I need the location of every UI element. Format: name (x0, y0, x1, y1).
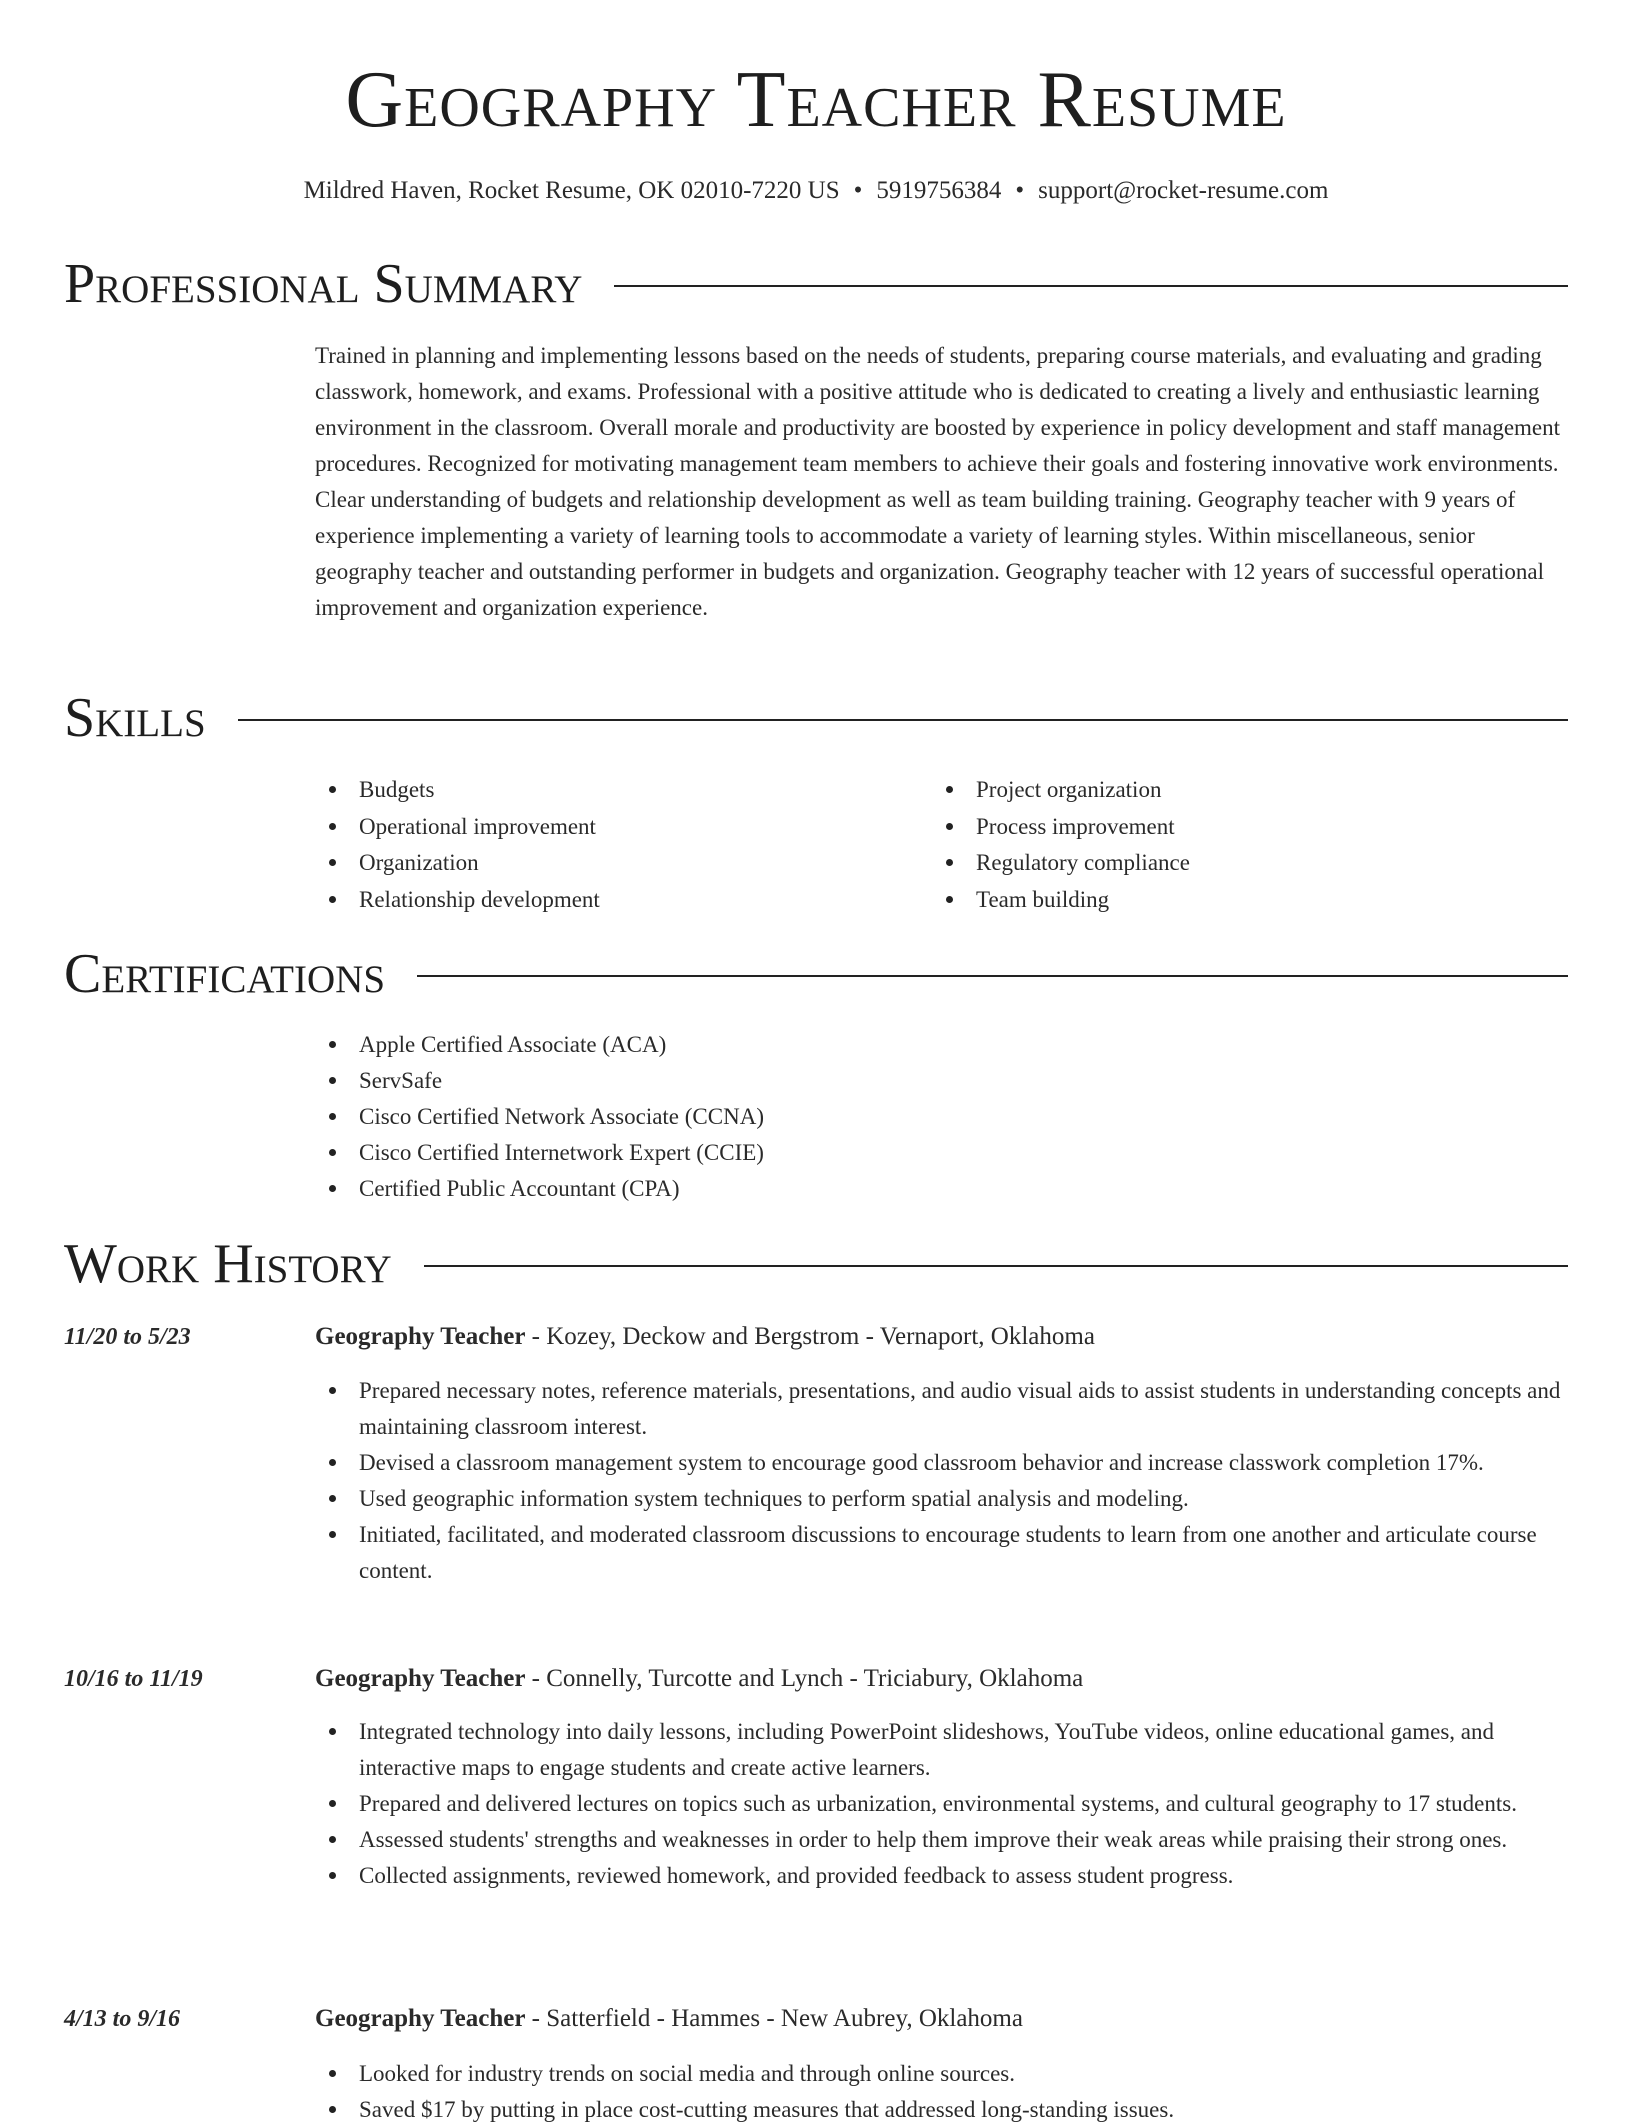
section-header-work-history (64, 1234, 1568, 1296)
section-divider (614, 285, 1568, 287)
skill-item: Team building (932, 882, 1549, 919)
job-heading (315, 2003, 1568, 2035)
job-title: Geography Teacher (315, 2005, 526, 2032)
skill-item: Process improvement (932, 809, 1549, 846)
certification-item: Cisco Certified Internetwork Expert (CCIE) (315, 1135, 1568, 1171)
contact-separator: • (1015, 177, 1025, 204)
job-responsibilities (315, 2056, 1568, 2128)
section-divider (424, 1265, 1568, 1267)
skill-item: Operational improvement (315, 809, 932, 846)
job-bullet: Devised a classroom management system to encourage good classroom behavior and increase classwork completion 17%. (315, 1445, 1568, 1481)
section-title-summary: Professional Summary (64, 253, 583, 315)
job-employer: - Satterfield - Hammes - New Aubrey, Oklahoma (525, 2005, 1023, 2032)
skill-item: Project organization (932, 772, 1549, 809)
contact-address: Mildred Haven, Rocket Resume, OK 02010-7220 US (303, 177, 840, 204)
section-header-certifications (64, 944, 1568, 1006)
section-header-skills (64, 688, 1568, 750)
certifications-list (315, 1027, 1568, 1207)
section-title-skills: Skills (64, 687, 206, 749)
section-title-work-history: Work History (64, 1233, 392, 1295)
contact-phone: 5919756384 (876, 177, 1002, 204)
skill-item: Organization (315, 845, 932, 882)
job-bullet: Prepared necessary notes, reference materials, presentations, and audio visual aids to assist students in understanding concepts and maintaining classroom interest. (315, 1373, 1568, 1445)
section-header-summary (64, 254, 1568, 316)
job-bullet: Saved $17 by putting in place cost-cutting measures that addressed long-standing issues. (315, 2092, 1568, 2128)
summary-text: Trained in planning and implementing lessons based on the needs of students, preparing course materials, and evaluating and grading classwork, homework, and exams. Professional with a positive attitude who is dedicated to creating a lively and enthusiastic learning environment in the classroom. Overall morale and productivity are boosted by experience in policy development and staff management procedures. Recognized for motivating management team members to achieve their goals and fostering innovative work environments. Clear understanding of budgets and relationship development as well as team building training. Geography teacher with 9 years of experience implementing a variety of learning tools to accommodate a variety of learning styles. Within miscellaneous, senior geography teacher and outstanding performer in budgets and organization. Geography teacher with 12 years of successful operational improvement and organization experience. (315, 343, 1561, 620)
skill-item: Regulatory compliance (932, 845, 1549, 882)
skill-item: Budgets (315, 772, 932, 809)
job-responsibilities (315, 1714, 1568, 1894)
job-heading (315, 1663, 1568, 1695)
job-dates: 11/20 to 5/23 (64, 1324, 191, 1350)
skills-column-right (932, 772, 1549, 918)
job-dates: 10/16 to 11/19 (64, 1666, 203, 1692)
resume-title: Geography Teacher Resume (345, 56, 1287, 144)
certification-item: Apple Certified Associate (ACA) (315, 1027, 1568, 1063)
job-bullet: Initiated, facilitated, and moderated classroom discussions to encourage students to learn from one another and articulate course content. (315, 1517, 1568, 1589)
job-employer: - Connelly, Turcotte and Lynch - Triciabury, Oklahoma (525, 1665, 1084, 1692)
job-title: Geography Teacher (315, 1323, 526, 1350)
section-title-certifications: Certifications (64, 943, 386, 1005)
job-heading (315, 1321, 1568, 1353)
job-bullet: Collected assignments, reviewed homework, and provided feedback to assess student progress. (315, 1858, 1568, 1894)
section-divider (417, 975, 1568, 977)
job-bullet: Assessed students' strengths and weaknesses in order to help them improve their weak areas while praising their strong ones. (315, 1822, 1568, 1858)
skills-column-left (315, 772, 932, 918)
job-bullet: Prepared and delivered lectures on topics such as urbanization, environmental systems, and cultural geography to 17 students. (315, 1786, 1568, 1822)
job-employer: - Kozey, Deckow and Bergstrom - Vernaport, Oklahoma (525, 1323, 1095, 1350)
job-bullet: Used geographic information system techniques to perform spatial analysis and modeling. (315, 1481, 1568, 1517)
job-title: Geography Teacher (315, 1665, 526, 1692)
section-divider (238, 719, 1568, 721)
contact-email: support@rocket-resume.com (1038, 177, 1329, 204)
job-bullet: Integrated technology into daily lessons, including PowerPoint slideshows, YouTube videos, online educational games, and interactive maps to engage students and create active learners. (315, 1714, 1568, 1786)
job-responsibilities (315, 1373, 1568, 1589)
certification-item: Certified Public Accountant (CPA) (315, 1171, 1568, 1207)
contact-separator: • (853, 177, 863, 204)
certification-item: ServSafe (315, 1063, 1568, 1099)
job-bullet: Looked for industry trends on social media and through online sources. (315, 2056, 1568, 2092)
contact-line (0, 174, 1632, 208)
skills-list (315, 772, 1568, 918)
job-dates: 4/13 to 9/16 (64, 2006, 181, 2032)
certification-item: Cisco Certified Network Associate (CCNA) (315, 1099, 1568, 1135)
skill-item: Relationship development (315, 882, 932, 919)
